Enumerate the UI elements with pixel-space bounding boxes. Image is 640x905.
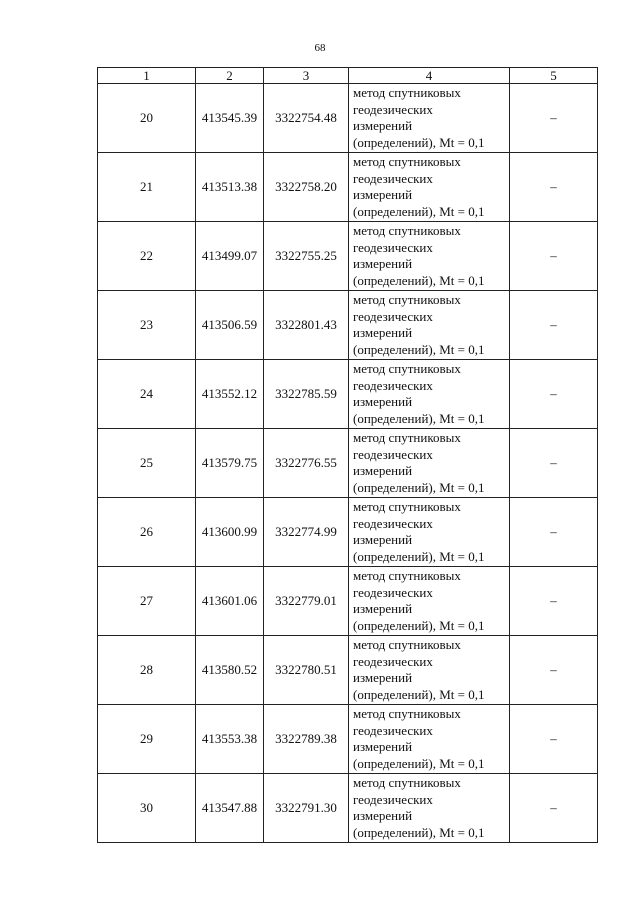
method-line: (определений), Mt = 0,1 <box>353 341 485 357</box>
method-line: (определений), Mt = 0,1 <box>353 203 485 219</box>
method-cell <box>349 636 510 705</box>
method-line: метод спутниковых <box>353 361 461 376</box>
table-row <box>98 567 598 636</box>
point-number-cell: 21 <box>98 153 196 222</box>
coordinates-table <box>97 67 598 843</box>
x-coordinate-cell: 413506.59 <box>196 291 264 360</box>
note-cell: – <box>510 153 598 222</box>
method-line: метод спутниковых <box>353 85 461 100</box>
method-line: измерений <box>353 532 413 547</box>
method-line: измерений <box>353 463 413 478</box>
point-number-cell: 26 <box>98 498 196 567</box>
column-header-1: 1 <box>98 68 196 84</box>
method-line: метод спутниковых <box>353 706 461 721</box>
method-line: измерений <box>353 808 413 823</box>
method-line: метод спутниковых <box>353 775 461 790</box>
method-line: геодезических <box>353 446 433 462</box>
y-coordinate-cell: 3322755.25 <box>264 222 349 291</box>
method-line: метод спутниковых <box>353 223 461 238</box>
table-row <box>98 705 598 774</box>
table-row <box>98 774 598 843</box>
method-line: (определений), Mt = 0,1 <box>353 410 485 426</box>
note-cell: – <box>510 360 598 429</box>
method-line: (определений), Mt = 0,1 <box>353 272 485 288</box>
y-coordinate-cell: 3322758.20 <box>264 153 349 222</box>
method-line: геодезических <box>353 377 433 393</box>
method-cell <box>349 429 510 498</box>
x-coordinate-cell: 413600.99 <box>196 498 264 567</box>
point-number-cell: 25 <box>98 429 196 498</box>
method-line: геодезических <box>353 791 433 807</box>
method-line: измерений <box>353 394 413 409</box>
point-number-cell: 30 <box>98 774 196 843</box>
method-line: (определений), Mt = 0,1 <box>353 617 485 633</box>
point-number-cell: 27 <box>98 567 196 636</box>
x-coordinate-cell: 413547.88 <box>196 774 264 843</box>
y-coordinate-cell: 3322780.51 <box>264 636 349 705</box>
note-cell: – <box>510 498 598 567</box>
column-header-2: 2 <box>196 68 264 84</box>
table-row <box>98 291 598 360</box>
method-line: измерений <box>353 739 413 754</box>
method-line: метод спутниковых <box>353 499 461 514</box>
y-coordinate-cell: 3322776.55 <box>264 429 349 498</box>
x-coordinate-cell: 413579.75 <box>196 429 264 498</box>
method-line: геодезических <box>353 308 433 324</box>
table-row <box>98 84 598 153</box>
y-coordinate-cell: 3322789.38 <box>264 705 349 774</box>
method-line: геодезических <box>353 239 433 255</box>
y-coordinate-cell: 3322801.43 <box>264 291 349 360</box>
method-line: (определений), Mt = 0,1 <box>353 824 485 840</box>
method-line: геодезических <box>353 515 433 531</box>
x-coordinate-cell: 413601.06 <box>196 567 264 636</box>
method-cell <box>349 567 510 636</box>
method-line: метод спутниковых <box>353 154 461 169</box>
point-number-cell: 23 <box>98 291 196 360</box>
method-line: измерений <box>353 256 413 271</box>
header-row <box>98 68 598 84</box>
note-cell: – <box>510 84 598 153</box>
method-line: геодезических <box>353 653 433 669</box>
method-line: метод спутниковых <box>353 430 461 445</box>
method-line: метод спутниковых <box>353 637 461 652</box>
method-line: (определений), Mt = 0,1 <box>353 755 485 771</box>
x-coordinate-cell: 413545.39 <box>196 84 264 153</box>
y-coordinate-cell: 3322754.48 <box>264 84 349 153</box>
table-row <box>98 636 598 705</box>
method-line: измерений <box>353 187 413 202</box>
point-number-cell: 29 <box>98 705 196 774</box>
method-line: геодезических <box>353 170 433 186</box>
method-line: метод спутниковых <box>353 292 461 307</box>
table-row <box>98 360 598 429</box>
method-cell <box>349 84 510 153</box>
table-row <box>98 153 598 222</box>
method-cell <box>349 360 510 429</box>
column-header-5: 5 <box>510 68 598 84</box>
method-line: измерений <box>353 325 413 340</box>
method-line: геодезических <box>353 101 433 117</box>
table-row <box>98 498 598 567</box>
point-number-cell: 22 <box>98 222 196 291</box>
x-coordinate-cell: 413580.52 <box>196 636 264 705</box>
method-line: (определений), Mt = 0,1 <box>353 479 485 495</box>
x-coordinate-cell: 413513.38 <box>196 153 264 222</box>
point-number-cell: 28 <box>98 636 196 705</box>
method-line: геодезических <box>353 722 433 738</box>
note-cell: – <box>510 636 598 705</box>
page-number: 68 <box>314 42 326 54</box>
method-line: метод спутниковых <box>353 568 461 583</box>
note-cell: – <box>510 705 598 774</box>
table-row <box>98 222 598 291</box>
column-header-3: 3 <box>264 68 349 84</box>
y-coordinate-cell: 3322785.59 <box>264 360 349 429</box>
note-cell: – <box>510 429 598 498</box>
method-cell <box>349 222 510 291</box>
x-coordinate-cell: 413499.07 <box>196 222 264 291</box>
x-coordinate-cell: 413552.12 <box>196 360 264 429</box>
method-line: (определений), Mt = 0,1 <box>353 134 485 150</box>
method-cell <box>349 498 510 567</box>
note-cell: – <box>510 774 598 843</box>
method-line: геодезических <box>353 584 433 600</box>
point-number-cell: 24 <box>98 360 196 429</box>
method-line: (определений), Mt = 0,1 <box>353 548 485 564</box>
method-line: измерений <box>353 118 413 133</box>
y-coordinate-cell: 3322779.01 <box>264 567 349 636</box>
note-cell: – <box>510 222 598 291</box>
note-cell: – <box>510 291 598 360</box>
note-cell: – <box>510 567 598 636</box>
method-cell <box>349 774 510 843</box>
table-row <box>98 429 598 498</box>
x-coordinate-cell: 413553.38 <box>196 705 264 774</box>
method-line: измерений <box>353 670 413 685</box>
method-line: (определений), Mt = 0,1 <box>353 686 485 702</box>
y-coordinate-cell: 3322791.30 <box>264 774 349 843</box>
method-line: измерений <box>353 601 413 616</box>
point-number-cell: 20 <box>98 84 196 153</box>
method-cell <box>349 291 510 360</box>
y-coordinate-cell: 3322774.99 <box>264 498 349 567</box>
method-cell <box>349 705 510 774</box>
method-cell <box>349 153 510 222</box>
column-header-4: 4 <box>349 68 510 84</box>
